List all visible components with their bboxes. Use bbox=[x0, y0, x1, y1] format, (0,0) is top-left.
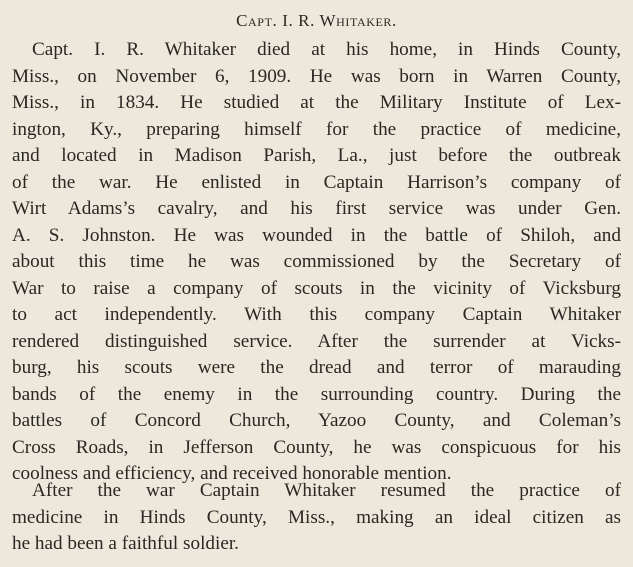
text-line: War to raise a company of scouts in the vicinity of Vicksburg bbox=[12, 277, 621, 299]
text-line: and located in Madison Parish, La., just before the outbreak bbox=[12, 145, 621, 166]
text-line: Capt. I. R. Whitaker died at his home, in Hinds County, bbox=[32, 39, 621, 60]
paragraph-1 bbox=[12, 37, 621, 488]
text-line: to act independently. With this company Captain Whitaker bbox=[12, 304, 621, 325]
text-line: about this time he was commissioned by the Secretary of bbox=[12, 251, 621, 272]
text-line: Miss., on November 6, 1909. He was born in Warren County, bbox=[12, 65, 621, 87]
text-line: ington, Ky., preparing himself for the practice of medicine, bbox=[12, 118, 621, 140]
text-line: coolness and efficiency, and received honorable mention. bbox=[12, 463, 452, 484]
text-line: Cross Roads, in Jefferson County, he was conspicuous for his bbox=[12, 436, 621, 458]
text-line: he had been a faithful soldier. bbox=[12, 533, 239, 554]
text-line: of the war. He enlisted in Captain Harrison’s company of bbox=[12, 171, 621, 193]
text-line: After the war Captain Whitaker resumed the practice of bbox=[32, 480, 621, 501]
text-line: battles of Concord Church, Yazoo County, and Coleman’s bbox=[12, 410, 621, 431]
text-line: Miss., in 1834. He studied at the Military Institute of Lex- bbox=[12, 92, 621, 113]
text-line: Wirt Adams’s cavalry, and his first service was under Gen. bbox=[12, 198, 621, 219]
article-heading: Capt. I. R. Whitaker. bbox=[236, 11, 397, 30]
text-line: bands of the enemy in the surrounding country. During the bbox=[12, 383, 621, 405]
text-line: medicine in Hinds County, Miss., making an ideal citizen as bbox=[12, 506, 621, 528]
text-line: rendered distinguished service. After the surrender at Vicks- bbox=[12, 330, 621, 352]
text-line: burg, his scouts were the dread and terror of marauding bbox=[12, 357, 621, 378]
paragraph-2 bbox=[12, 478, 621, 558]
text-line: A. S. Johnston. He was wounded in the battle of Shiloh, and bbox=[12, 224, 621, 246]
